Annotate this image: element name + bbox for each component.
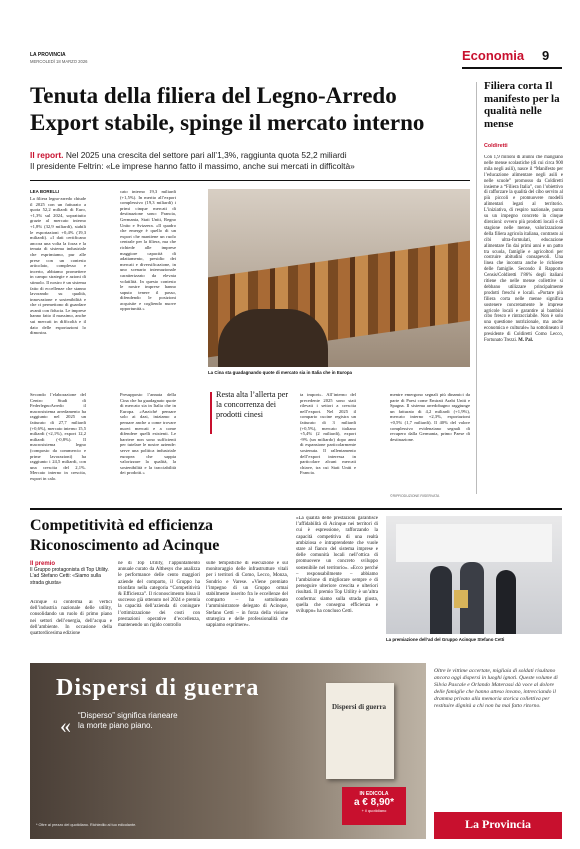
premio-box — [30, 561, 112, 586]
section-underline — [462, 67, 562, 69]
premio-text: Il Gruppo protagonista di Top Utility. L’ad Stefano Cetti: «Siamo sulla strada giusta» — [30, 567, 109, 586]
pullquote: Resta alta l’allerta per la concorrenza dei prodotti cinesi — [216, 390, 289, 419]
brand-name: La Provincia — [464, 817, 532, 831]
main-title — [30, 82, 470, 136]
second-title-line2: Riconoscimento ad Acinque — [30, 537, 220, 554]
byline: LEA BORELLI — [30, 189, 60, 194]
main-col-2: cato interno 19,3 miliardi (+1,5%). In merito all’export complessivo (19,3 miliardi) i primi cinque mercati di destinazione sono: Francia, Germania, Stati Uniti, Regno Unito e Svizzera. «Il quadro che emerge è quello di un export che mantiene un ruolo centrale per la filiera, ma che richiede alle imprese maggiore capacità di adattamento, presidio dei mercati e diversificazione, in uno scenario internazionale caratterizzato da elevata volatilità. In questo contesto le nostre imprese hanno saputo tenere il passo, difendendo le posizioni acquisite e cogliendo nuove opportunità.» — [120, 189, 176, 312]
ad-footnote: * Oltre al prezzo del quotidiano. Richiedilo al tuo edicolante. — [36, 823, 137, 827]
second-title-line1: Competitività ed efficienza — [30, 517, 214, 534]
award-photo — [386, 516, 562, 634]
kicker: Il report. — [30, 150, 64, 160]
book-advert — [30, 663, 426, 839]
person-1 — [430, 566, 452, 634]
main-subtitle — [30, 150, 470, 172]
pullquote-rule — [210, 392, 212, 434]
brand-block — [434, 812, 562, 839]
worker-hands — [218, 309, 328, 367]
stage-banner — [396, 524, 552, 562]
second-title — [30, 516, 290, 556]
book-cover — [326, 683, 394, 779]
award-caption: La premiazione dell’ad del Gruppo Acinque Stefano Cetti — [386, 637, 505, 642]
copyright: ©RIPRODUZIONE RISERVATA — [390, 494, 440, 498]
ad-quote: “Disperso” significa rianeare la morte piano piano. — [78, 711, 178, 730]
main-col-1: La filiera legno-arredo chiude il 2025 con un fatturato a quota 52,2 miliardi di Euro, +1,3% sul 2024, soprattutto grazie al mercato interno +1,8% (32,9 miliardi), stabili le esportazioni +0,4% (19,3 miliardi). «I dati certificano ancora una volta la forza e la tenuta di sistema industriale che esprimiamo, pur alle prese con un contesto articolato, complesso e incerto, abbiamo promettere in campo strategie e azioni di stimolo. Il nostro è un sistema fatto di eccellenze che stanno lavorando su qualità, innovazione e sostenibilità e che ci permettono di guardare avanti con fiducia. Le imprese hanno fatto il massimo, anche sui mercati in difficoltà e il dato delle esportazioni lo dimostra. — [30, 196, 86, 336]
ad-title: Dispersi di guerra — [56, 675, 260, 701]
premio-label: Il premio — [30, 561, 56, 567]
sidebar-tag: Coldiretti — [484, 143, 508, 149]
second-col-3: sulle tempistiche di esecuzione e sul monitoraggio delle infrastrutture vitali per i territori di Como, Lecco, Monza, Sondrio e Varese. «Viene premiato l’impegno di un Gruppo ormai stabilmente inserito fra le eccellenze del comparto – ha sottolineato l’amministratore delegato di Acinque, Stefano Cetti – in forza della visione strategica e delle professionalità che sappiamo esprimere». — [206, 561, 288, 629]
subtitle-line2: Il presidente Feltrin: «Le imprese hanno fatto il massimo, anche sui mercati in difficoltà» — [30, 161, 355, 171]
wood-photo — [208, 189, 470, 367]
issue-date: MERCOLEDÌ 18 MARZO 2026 — [30, 59, 88, 64]
book-cover-title: Dispersi di guerra — [332, 703, 387, 711]
subtitle-line1: Nel 2025 una crescita del settore pari all’1,3%, raggiunta quota 52,2 miliardi — [65, 150, 347, 160]
sidebar-signature: M. Pal. — [518, 338, 534, 344]
second-col-4: «La qualità delle prestazioni garantisce l’affidabilità di Acinque nei territori di cui è espressione, rafforzando la capacità competitiva di una realtà ambiziosa e intraprendente che vuole stare al fianco del sistema imprese e delle comunità locali nell’ottica di promuovere un concreto sviluppo sostenibile nel territorio». «Ecco perché – responsabilmente – abbiamo l’ambizione di migliorare sempre e di perseguire ulteriore crescita e ulteriori risultati. Il premio Top Utility è un’altra conferma: siamo sulla strada giusta, quella che consegna efficienza e sviluppo» ha concluso Cetti. — [296, 516, 378, 615]
main-title-line2: Export stabile, spinge il mercato interno — [30, 110, 425, 135]
masthead — [30, 40, 562, 72]
ad-body: Oltre le vittime accertate, migliaia di soldati risultano ancora oggi dispersi in luoghi ignoti. Queste volume di Silvia Pascale e Orlando Materassi dà voce al dolore delle famiglie che hanno atteso invano, intrecciando il dramma privato alla memoria storica collettiva per restituire dignità a chi non ha mai fatto ritorno. — [434, 668, 558, 709]
sidebar-body — [484, 155, 563, 490]
main-col-5: ta import». All’interno del precedente 2025 sono stati rilevati i settori a crescita nell’export. Nel 2025 il comparto cucine registra un fatturato di 3 miliardi (+0,5%), mercato italiano +5,4% (2 miliardi), export -9% (un miliardo) dopo anni di espansione particolarmente sostenuta. Il rallentamento dell’export interessa in particolare alcuni mercati chiave, tra cui Stati Uniti e Francia. — [300, 392, 356, 476]
main-title-line1: Tenuta della filiera del Legno-Arredo — [30, 83, 397, 108]
sidebar-divider — [476, 82, 477, 494]
person-3 — [496, 570, 516, 634]
second-col-2: ne di Top Utility, l’appuntamento annuale curato da Althesys che analizza le performance delle cento maggiori aziende del comparto, il Gruppo ha trionfato nella categoria “Competitività & Efficienza”. Il riconoscimento bissa il successo già ottenuto nel 2024 e premia la capacità dell’azienda di coniugare l’ottimizzazione dei costi con prestazioni operative d’eccellenza, mantenendo un rigido controllo — [118, 561, 200, 629]
sidebar-body-text: Con 1,9 milioni di alunni che mangiano nelle mense scolastiche (di cui circa 900 mila negli asili), nasce il “Manifesto per l’educazione alimentare negli asili e nelle scuole” promosso da Coldiretti insieme a “Filiera Italia”, con l’obiettivo di rafforzare la qualità del cibo servito al più piccoli e promuovere modelli alimentari legati al territorio. L’iniziativa, di respiro nazionale, punta su un impegno concreto in cinque direzioni: ovvero più prodotti locali e di stagione nelle mense, valorizzazione della filiera agricola italiana, contrasto ai cibi ultra-formulati, educazione alimentare fin dai primi anni e un patto tra scuola, famiglie e agricoltori per costruire abitudini consapevoli. Una linea che incontra anche le richieste delle famiglie. Secondo il Rapporto Censis/Coldiretti l’86% degli italiani ritiene che nelle mense collettive si debbano utilizzare principalmente prodotti freschi e locali. «Portare più filiera corta nelle mense significa sostenere concretamente le imprese agricole locali e garantire ai bambini cibo fresco e rintracciabile. Non è solo una questione nutrizionale, ma anche economica e culturale» ha sottolineato il presidente di Coldiretti Como Lecco, Fortunato Trezzi. — [484, 155, 563, 344]
award-plaque — [454, 590, 468, 608]
badge-top: IN EDICOLA — [359, 791, 389, 797]
paper-name: LA PROVINCIA — [30, 52, 66, 58]
main-col-6: mentre emergono segnali più dinamici da parte di Paesi come Emirati Arabi Uniti e Spagna. Il sistema arredobagno raggiunge un fatturato di 4,2 miliardi (+1,9%), mercato interno +2,3%, esportazioni +0,5% (1,7 miliardi). Il 40% del valore complessivo evidenziano segnali di recupero dalla Germania, primo Paese di destinazione. — [390, 392, 470, 442]
price-badge — [342, 787, 406, 825]
sidebar-title: Filiera corta Il manifesto per la qualità nelle mense — [484, 80, 560, 130]
page-number: 9 — [542, 48, 550, 63]
main-col-3: Secondo l’elaborazione del Centro Studi di FederlegnoArredo il macrosistema arredamento ha raggiunto nel 2025 un fatturato di 27,7 miliardi (+0,6%), mercato interno 15,5 miliardi (+2,1%), export 12,2 miliardi (-0,8%). Il macrosistema legno (composto da commercio e prime lavorazioni) ha raggiunto i 24,5 miliardi, con una crescita del 2,1%. Mercato interno in crescita, export in calo. — [30, 392, 86, 481]
subtitle-divider — [30, 180, 470, 181]
second-col-1: Acinque si conferma ai vertici dell’industria nazionale delle utility, consolidando un ruolo di primo piano nei settori dell’energia, dell’acqua e dell’ambiente. In occasione della quattordicesima edizione — [30, 600, 112, 637]
quote-mark: « — [60, 713, 71, 738]
badge-price: a € 8,90* — [353, 797, 395, 808]
main-col-4: Presupposto l’annata della Cina che ha guadagnato quote di mercato sia in Italia che in Europa. «Anziché pensare solo ai dazi, iniziamo a pensare anche a come trovare nuovi mercati e a come difendere quelli esistenti. Le barriere non sono sufficienti per tutelare le nostre aziende: serve una politica industriale europea che sappia valorizzare la qualità, la sostenibilità e la tracciabilità dei prodotti.» — [120, 392, 176, 476]
section-name: Economia — [462, 48, 525, 63]
badge-sub: + il quotidiano — [361, 808, 387, 813]
photo-caption: La Cina sta guadagnando quote di mercato sia in Italia che in Europa — [208, 370, 352, 375]
article-separator — [30, 508, 562, 510]
